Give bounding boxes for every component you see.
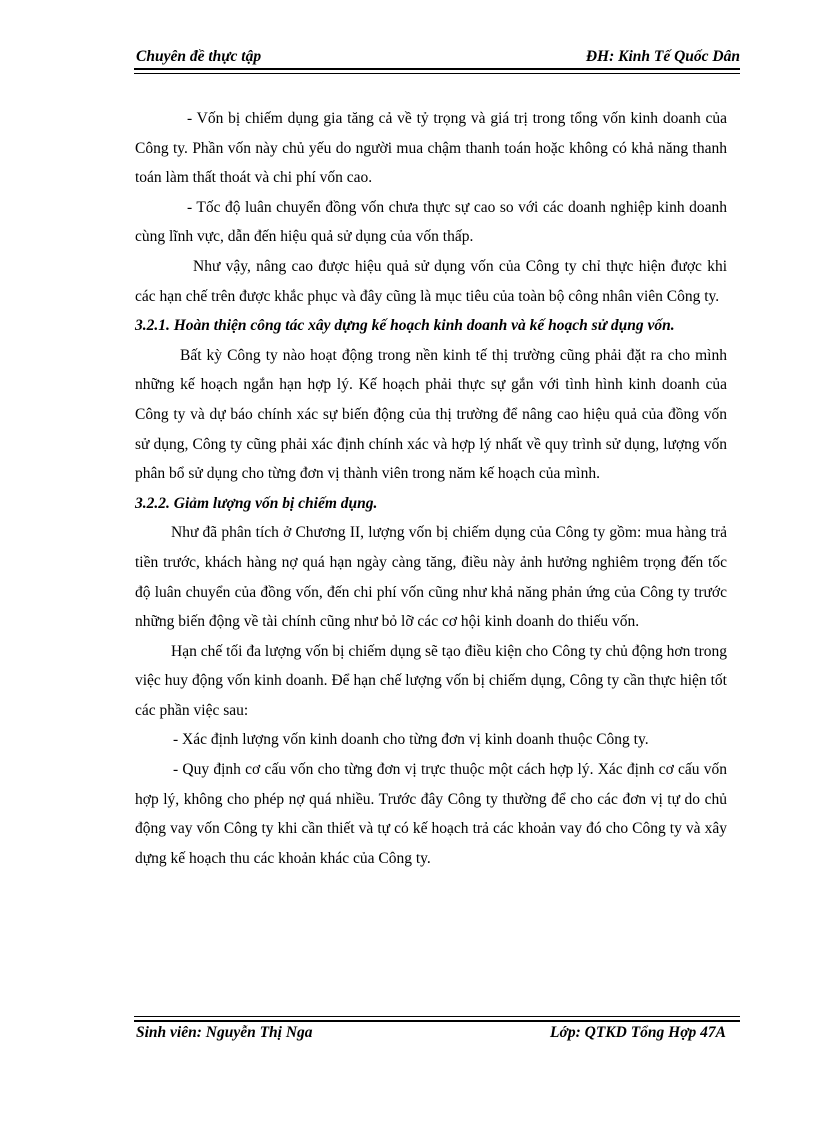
paragraph: Bất kỳ Công ty nào hoạt động trong nền kinh tế thị trường cũng phải đặt ra cho mình những kế hoạch ngắn hạn hợp lý. Kế hoạch phải thực sự gắn với tình hình kinh doanh của Công ty và dự báo chính xác sự biến động của thị trường để nâng cao hiệu quả của đồng vốn sử dụng, Công ty cũng phải xác định chính xác và hợp lý nhất về quy trình sử dụng, lượng vốn phân bổ sử dụng cho từng đơn vị thành viên trong năm kế hoạch của mình.: [135, 346, 727, 483]
footer-left-text: Sinh viên: Nguyễn Thị Nga: [136, 1024, 313, 1041]
header-left-text: Chuyên đề thực tập: [136, 48, 262, 65]
footer-rule-thick: [134, 1020, 740, 1022]
paragraph: Như vậy, nâng cao được hiệu quả sử dụng vốn của Công ty chỉ thực hiện được khi các hạn chế trên được khắc phục và đây cũng là mục tiêu của toàn bộ công nhân viên Công ty.: [135, 257, 727, 305]
footer-rule-thin: [134, 1016, 740, 1017]
header-right-text: ĐH: Kinh Tế Quốc Dân: [585, 48, 740, 65]
paragraph: - Tốc độ luân chuyển đồng vốn chưa thực sự cao so với các doanh nghiệp kinh doanh cùng lĩnh vực, dẫn đến hiệu quả sử dụng của vốn thấp.: [135, 198, 727, 246]
page-footer: [136, 1024, 740, 1046]
footer-right-text: Lớp: QTKD Tổng Hợp 47A: [550, 1024, 726, 1041]
paragraph: Hạn chế tối đa lượng vốn bị chiếm dụng sẽ tạo điều kiện cho Công ty chủ động hơn trong việc huy động vốn kinh doanh. Để hạn chế lượng vốn bị chiếm dụng, Công ty cần thực hiện tốt các phần việc sau:: [135, 642, 727, 719]
section-heading: 3.2.1. Hoàn thiện công tác xây dựng kế hoạch kinh doanh và kế hoạch sử dụng vốn.: [135, 317, 675, 335]
document-body: [135, 104, 727, 873]
section-heading: 3.2.2. Giảm lượng vốn bị chiếm dụng.: [135, 494, 378, 512]
paragraph: - Xác định lượng vốn kinh doanh cho từng đơn vị kinh doanh thuộc Công ty.: [173, 731, 649, 749]
page-header: [136, 46, 740, 68]
paragraph: - Quy định cơ cấu vốn cho từng đơn vị trực thuộc một cách hợp lý. Xác định cơ cấu vốn hợp lý, không cho phép nợ quá nhiều. Trước đây Công ty thường để cho các đơn vị tự do chủ động vay vốn Công ty khi cần thiết và tự có kế hoạch trả các khoản vay đó cho Công ty và xây dựng kế hoạch thu các khoản khác của Công ty.: [135, 761, 727, 867]
header-rule-thick: [134, 68, 740, 70]
paragraph: Như đã phân tích ở Chương II, lượng vốn bị chiếm dụng của Công ty gồm: mua hàng trả tiền trước, khách hàng nợ quá hạn ngày càng tăng, điều này ảnh hưởng nghiêm trọng đến tốc độ luân chuyển của đồng vốn, đến chi phí vốn cũng như khả năng phản ứng của Công ty trước những biến động về tài chính cũng như bỏ lỡ các cơ hội kinh doanh do thiếu vốn.: [135, 524, 727, 631]
paragraph: - Vốn bị chiếm dụng gia tăng cả về tỷ trọng và giá trị trong tổng vốn kinh doanh của Công ty. Phần vốn này chủ yếu do người mua chậm thanh toán hoặc không có khả năng thanh toán làm thất thoát và chi phí vốn cao.: [135, 110, 727, 187]
header-rule-thin: [134, 73, 740, 74]
